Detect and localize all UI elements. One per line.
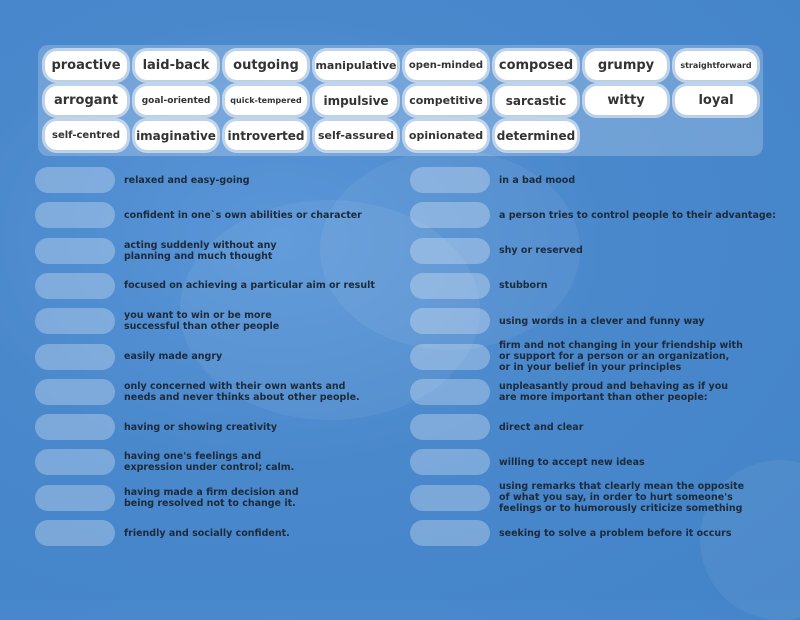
word-tile-outgoing[interactable]: outgoing xyxy=(225,51,307,80)
answer-slot-right[interactable] xyxy=(410,449,490,475)
definition-text: easily made angry xyxy=(124,351,223,362)
answer-slot-right[interactable] xyxy=(410,379,490,405)
answer-slot-right[interactable] xyxy=(410,273,490,299)
answer-slot-left[interactable] xyxy=(35,238,115,264)
definition-text: you want to win or be more successful than other people xyxy=(124,310,280,333)
definition-text: stubborn xyxy=(499,280,548,292)
word-tile-opinionated[interactable]: opinionated xyxy=(405,121,487,150)
definition-text: having made a firm decision and being resolved not to change it. xyxy=(124,486,299,509)
definition-text: unpleasantly proud and behaving as if you are more important than other people: xyxy=(499,380,729,403)
definition-text: focused on achieving a particular aim or result xyxy=(124,280,375,292)
definition-text: shy or reserved xyxy=(499,245,583,257)
word-tile-loyal[interactable]: loyal xyxy=(675,86,757,115)
answer-slot-right[interactable] xyxy=(410,344,490,370)
answer-slot-left[interactable] xyxy=(35,379,115,405)
word-tile-sarcastic[interactable]: sarcastic xyxy=(495,86,577,115)
answer-slot-left[interactable] xyxy=(35,273,115,299)
word-tile-straightforward[interactable]: straightforward xyxy=(675,51,757,80)
answer-slot-left[interactable] xyxy=(35,202,115,228)
word-tile-manipulative[interactable]: manipulative xyxy=(315,51,397,80)
word-tile-laid-back[interactable]: laid-back xyxy=(135,51,217,80)
word-tile-self-centred[interactable]: self-centred xyxy=(45,121,127,150)
definition-text: acting suddenly without any planning and much thought xyxy=(124,239,277,262)
definition-text: a person tries to control people to their advantage: xyxy=(499,209,776,221)
definition-text: firm and not changing in your friendship with or support for a person or an organization, or in your belief in your principles xyxy=(499,340,743,373)
definition-text: confident in one`s own abilities or character xyxy=(124,209,362,221)
answer-slot-right[interactable] xyxy=(410,485,490,511)
word-tile-arrogant[interactable]: arrogant xyxy=(45,86,127,115)
answer-slot-left[interactable] xyxy=(35,167,115,193)
word-bank xyxy=(38,45,763,156)
answer-slot-left[interactable] xyxy=(35,520,115,546)
answer-slot-right[interactable] xyxy=(410,308,490,334)
definition-text: having or showing creativity xyxy=(124,421,278,433)
answer-slot-left[interactable] xyxy=(35,485,115,511)
word-tile-quick-tempered[interactable]: quick-tempered xyxy=(225,86,307,115)
definition-text: friendly and socially confident. xyxy=(124,527,290,539)
answer-slot-right[interactable] xyxy=(410,414,490,440)
word-tile-goal-oriented[interactable]: goal-oriented xyxy=(135,86,217,115)
answer-slot-left[interactable] xyxy=(35,414,115,440)
answer-slot-right[interactable] xyxy=(410,238,490,264)
definition-text: in a bad mood xyxy=(499,174,576,186)
answer-slot-left[interactable] xyxy=(35,344,115,370)
answer-slot-right[interactable] xyxy=(410,520,490,546)
definition-text: using words in a clever and funny way xyxy=(499,315,705,327)
word-tile-introverted[interactable]: introverted xyxy=(225,121,307,150)
word-tile-proactive[interactable]: proactive xyxy=(45,51,127,80)
definition-text: willing to accept new ideas xyxy=(499,456,645,468)
word-tile-impulsive[interactable]: impulsive xyxy=(315,86,397,115)
answer-slot-right[interactable] xyxy=(410,167,490,193)
word-tile-competitive[interactable]: competitive xyxy=(405,86,487,115)
answer-slot-right[interactable] xyxy=(410,202,490,228)
word-tile-self-assured[interactable]: self-assured xyxy=(315,121,397,150)
word-tile-witty[interactable]: witty xyxy=(585,86,667,115)
word-tile-imaginative[interactable]: imaginative xyxy=(135,121,217,150)
definition-text: having one's feelings and expression under control; calm. xyxy=(124,451,295,474)
answer-slot-left[interactable] xyxy=(35,449,115,475)
word-tile-open-minded[interactable]: open-minded xyxy=(405,51,487,80)
definition-text: relaxed and easy-going xyxy=(124,174,250,186)
definition-text: seeking to solve a problem before it occurs xyxy=(499,527,732,539)
definition-text: direct and clear xyxy=(499,421,584,433)
definition-text: using remarks that clearly mean the opposite of what you say, in order to hurt someone's feelings or to humorously criticize something xyxy=(499,481,745,515)
word-tile-grumpy[interactable]: grumpy xyxy=(585,51,667,80)
word-tile-composed[interactable]: composed xyxy=(495,51,577,80)
answer-slot-left[interactable] xyxy=(35,308,115,334)
word-tile-determined[interactable]: determined xyxy=(495,121,577,150)
definition-text: only concerned with their own wants and needs and never thinks about other people. xyxy=(124,380,360,403)
